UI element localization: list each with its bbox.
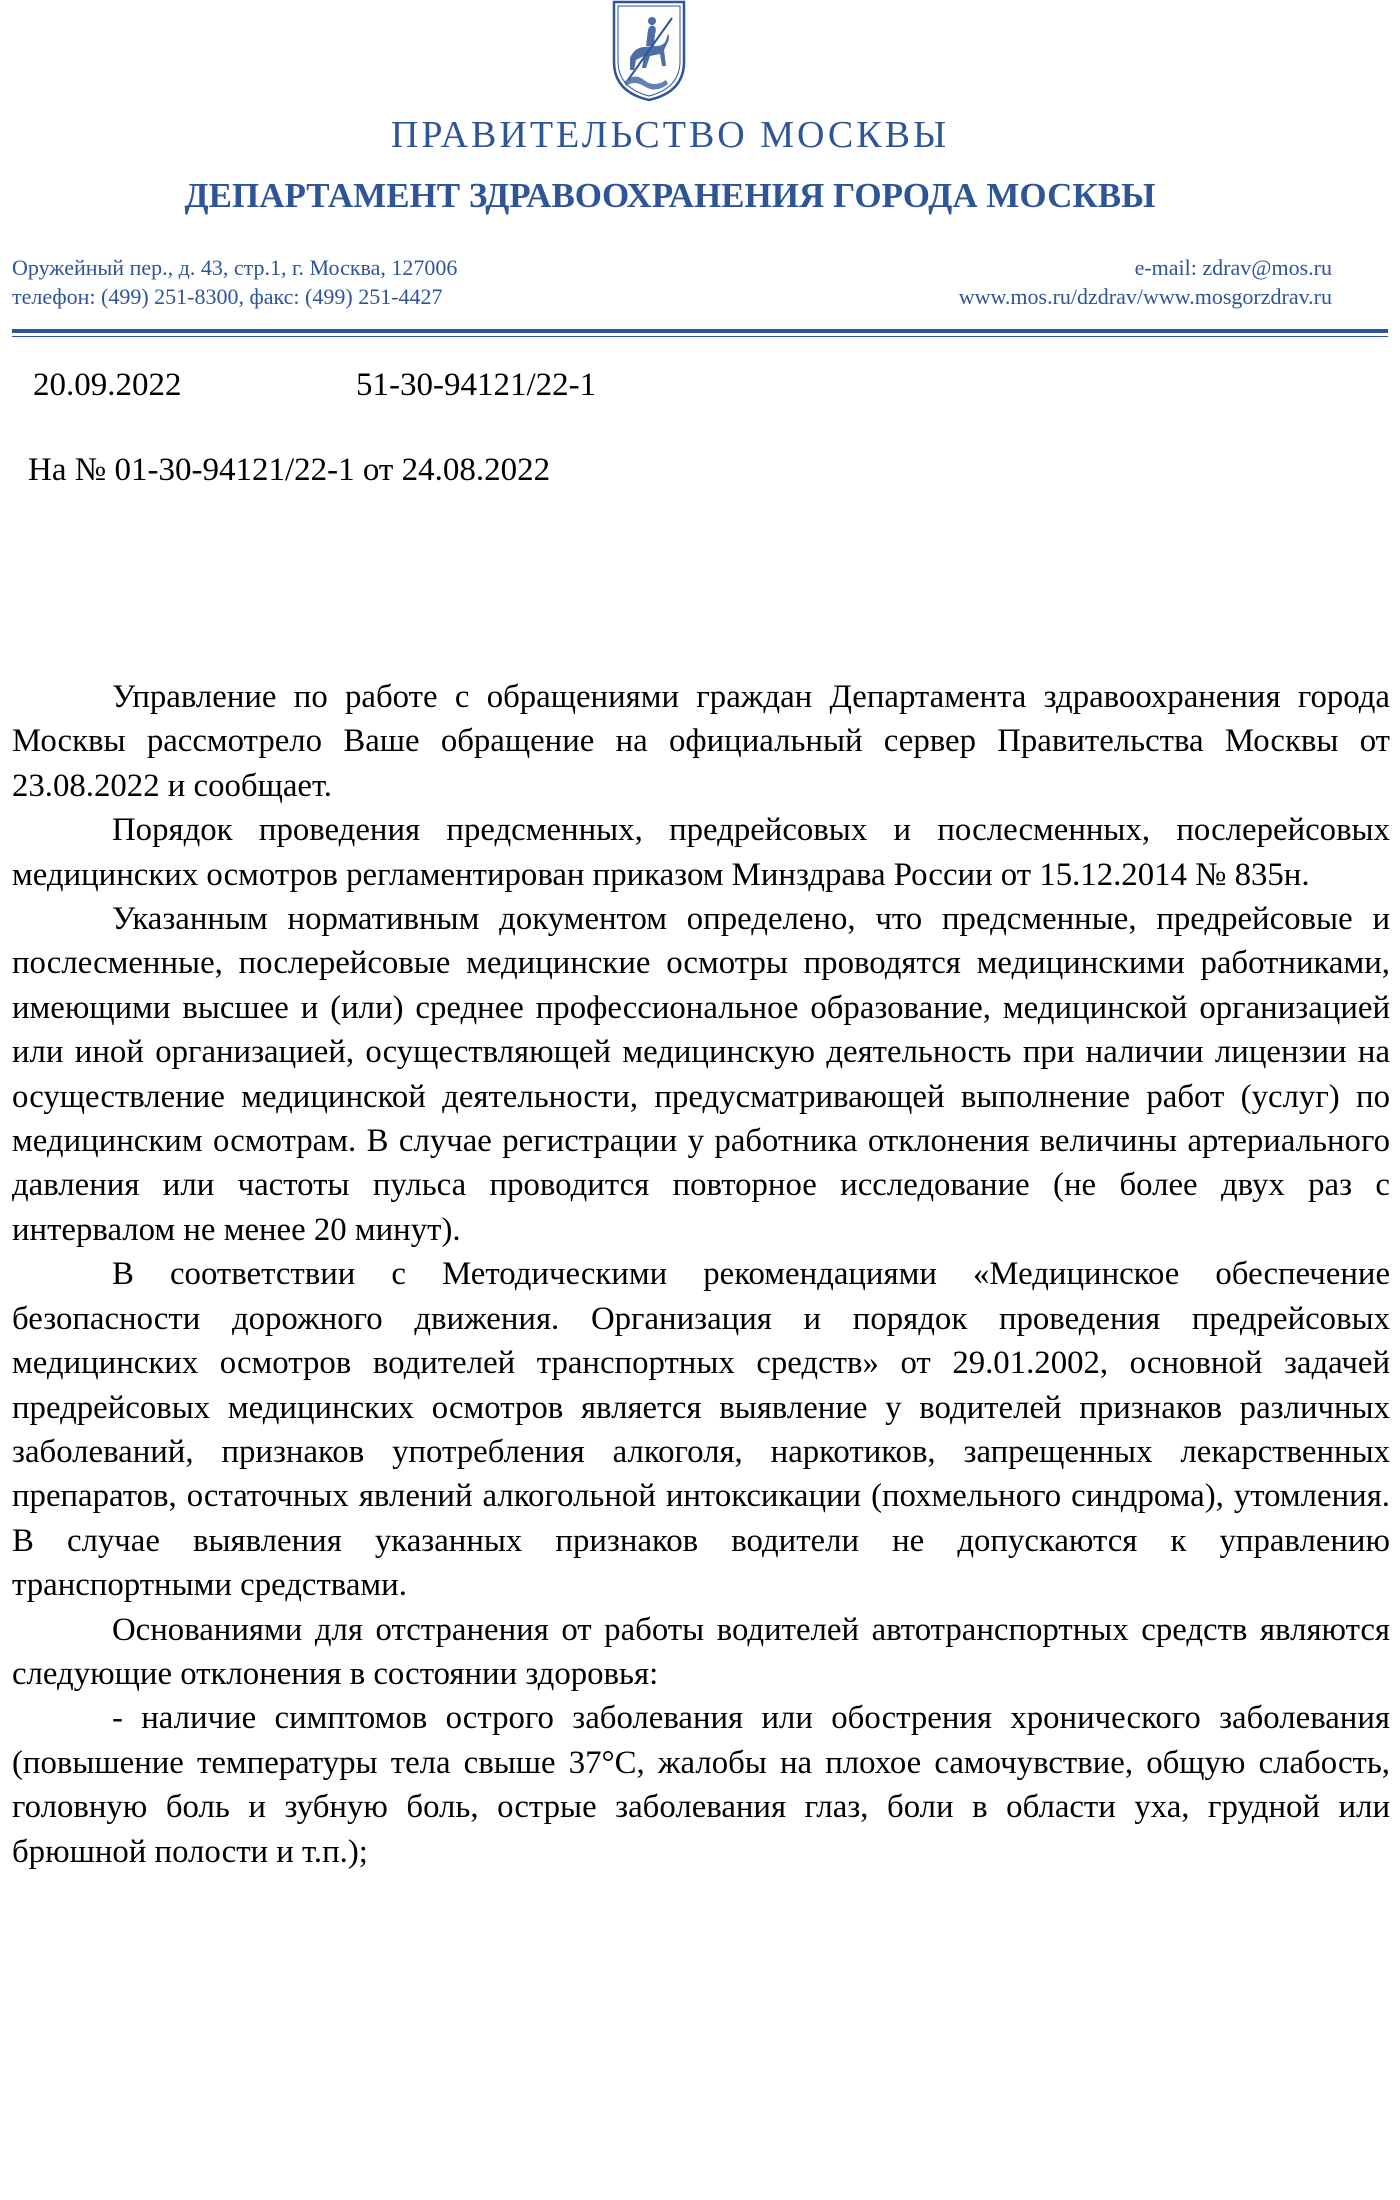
email-address: e-mail: zdrav@mos.ru [1134, 255, 1332, 280]
websites: www.mos.ru/dzdrav/www.mosgorzdrav.ru [958, 284, 1332, 309]
body-paragraph: Порядок проведения предсменных, предрейсовых и послесменных, послерейсовых медицинских осмотров регламентирован приказом Минздрава России от 15.12.2014 № 835н. [12, 812, 1390, 893]
government-name: ПРАВИТЕЛЬСТВО МОСКВЫ [390, 114, 950, 156]
postal-address: Оружейный пер., д. 43, стр.1, г. Москва, 127006 [12, 255, 458, 280]
header-divider-thin [12, 336, 1388, 337]
contact-address-block [12, 253, 457, 311]
registration-date: 20.09.2022 [33, 367, 182, 403]
reply-reference: На № 01-30-94121/22-1 от 24.08.2022 [28, 452, 551, 488]
body-paragraph: Основаниями для отстранения от работы водителей автотранспортных средств являются следующие отклонения в состоянии здоровья: [12, 1611, 1390, 1692]
letter-body [12, 675, 1390, 1874]
header-divider [12, 329, 1388, 333]
body-paragraph: Управление по работе с обращениями граждан Департамента здравоохранения города Москвы рассмотрело Ваше обращение на официальный сервер Правительства Москвы от 23.08.2022 и сообщает. [12, 679, 1390, 804]
contact-web-block [959, 253, 1332, 311]
phone-fax: телефон: (499) 251-8300, факс: (499) 251-4427 [12, 284, 443, 309]
body-paragraph: - наличие симптомов острого заболевания или обострения хронического заболевания (повышение температуры тела свыше 37°С, жалобы на плохое самочувствие, общую слабость, головную боль и зубную боль, острые заболевания глаз, боли в области уха, грудной или брюшной полости и т.п.); [12, 1700, 1390, 1870]
body-paragraph: Указанным нормативным документом определено, что предсменные, предрейсовые и послесменные, послерейсовые медицинские осмотры проводятся медицинскими работниками, имеющими высшее и (или) среднее профессиональное образование, медицинской организацией или иной организацией, осуществляющей медицинскую деятельность при наличии лицензии на осуществление медицинской деятельности, предусматривающей выполнение работ (услуг) по медицинским осмотрам. В случае регистрации у работника отклонения величины артериального давления или частоты пульса проводится повторное исследование (не более двух раз с интервалом не менее 20 минут). [12, 901, 1390, 1248]
registration-number: 51-30-94121/22-1 [356, 367, 597, 403]
department-name: ДЕПАРТАМЕНТ ЗДРАВООХРАНЕНИЯ ГОРОДА МОСКВЫ [184, 176, 1156, 215]
body-paragraph: В соответствии с Методическими рекомендациями «Медицинское обеспечение безопасности дорожного движения. Организация и порядок проведения предрейсовых медицинских осмотров водителей транспортных средств» от 29.01.2002, основной задачей предрейсовых медицинских осмотров является выявление у водителей признаков различных заболеваний, признаков употребления алкоголя, наркотиков, запрещенных лекарственных препаратов, остаточных явлений алкогольной интоксикации (похмельного синдрома), утомления. В случае выявления указанных признаков водители не допускаются к управлению транспортными средствами. [12, 1256, 1390, 1604]
moscow-coat-of-arms-icon [610, 0, 688, 102]
